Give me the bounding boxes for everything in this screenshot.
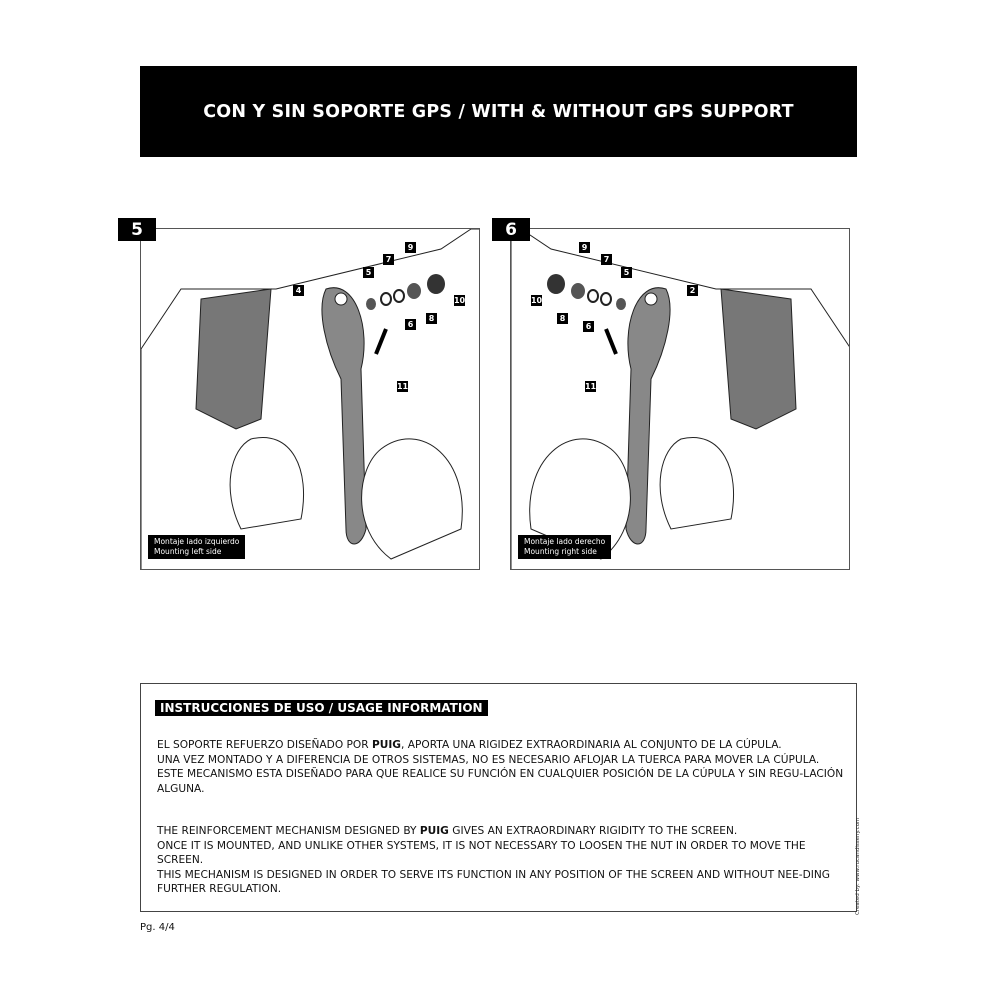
step-6-illustration xyxy=(510,228,850,570)
text: GIVES AN EXTRAORDINARY RIGIDITY TO THE SCREEN. xyxy=(448,825,738,837)
en-line-2: ONCE IT IS MOUNTED, AND UNLIKE OTHER SYSTEMS, IT IS NOT NECESSARY TO LOOSEN THE NUT IN ORDER TO MOVE THE SCREEN. xyxy=(157,839,806,866)
callout-7: 7 xyxy=(383,254,394,265)
step-6-caption xyxy=(518,535,611,559)
callout-5: 5 xyxy=(621,267,632,278)
step-5-caption xyxy=(148,535,245,559)
brand: PUIG xyxy=(371,739,401,751)
callout-9: 9 xyxy=(579,242,590,253)
callout-8: 8 xyxy=(557,313,568,324)
left-side-mounting-drawing xyxy=(141,229,480,570)
callout-10: 10 xyxy=(453,296,466,305)
callout-2: 2 xyxy=(687,285,698,296)
callout-9: 9 xyxy=(405,242,416,253)
caption-es: Montaje lado izquierdo xyxy=(154,537,240,546)
callout-5: 5 xyxy=(363,267,374,278)
english-instructions xyxy=(157,824,847,897)
es-line-3: ESTE MECANISMO ESTA DISEÑADO PARA QUE REALICE SU FUNCIÓN EN CUALQUIER POSICIÓN DE LA CÚPULA Y SIN REGU-LACIÓN ALGUNA. xyxy=(157,768,844,795)
callout-8: 8 xyxy=(426,313,437,324)
step-number-6: 6 xyxy=(492,218,530,241)
step-number-5: 5 xyxy=(118,218,156,241)
caption-en: Mounting right side xyxy=(524,547,597,556)
es-line-2: UNA VEZ MONTADO Y A DIFERENCIA DE OTROS SISTEMAS, NO ES NECESARIO AFLOJAR LA TUERCA PARA MOVER LA CÚPULA. xyxy=(157,753,820,766)
spanish-instructions xyxy=(157,738,847,796)
callout-11: 11 xyxy=(396,382,409,391)
callout-6: 6 xyxy=(405,319,416,330)
right-side-mounting-drawing xyxy=(511,229,850,570)
es-line-1 xyxy=(157,738,847,753)
en-line-3: THIS MECHANISM IS DESIGNED IN ORDER TO SERVE ITS FUNCTION IN ANY POSITION OF THE SCREEN AND WITHOUT NEE-DING FURTHER REGULATION. xyxy=(157,868,831,895)
credit-text: Created by: www.rucandisseny.com xyxy=(855,817,861,915)
caption-en: Mounting left side xyxy=(154,547,222,556)
usage-information-box xyxy=(140,683,857,912)
callout-6: 6 xyxy=(583,321,594,332)
text: THE REINFORCEMENT MECHANISM DESIGNED BY xyxy=(157,825,420,837)
callout-10: 10 xyxy=(530,296,543,305)
brand: PUIG xyxy=(419,825,449,837)
info-title: INSTRUCCIONES DE USO / USAGE INFORMATION xyxy=(155,700,488,716)
callout-4: 4 xyxy=(293,285,304,296)
text: , APORTA UNA RIGIDEZ EXTRAORDINARIA AL CONJUNTO DE LA CÚPULA. xyxy=(401,739,782,751)
step-5-illustration xyxy=(140,228,480,570)
callout-11: 11 xyxy=(584,382,597,391)
page-title: CON Y SIN SOPORTE GPS / WITH & WITHOUT GPS SUPPORT xyxy=(140,66,857,157)
callout-7: 7 xyxy=(601,254,612,265)
caption-es: Montaje lado derecho xyxy=(524,537,606,546)
text: EL SOPORTE REFUERZO DISEÑADO POR xyxy=(157,739,372,751)
page-number: Pg. 4/4 xyxy=(140,922,175,933)
en-line-1 xyxy=(157,824,847,839)
